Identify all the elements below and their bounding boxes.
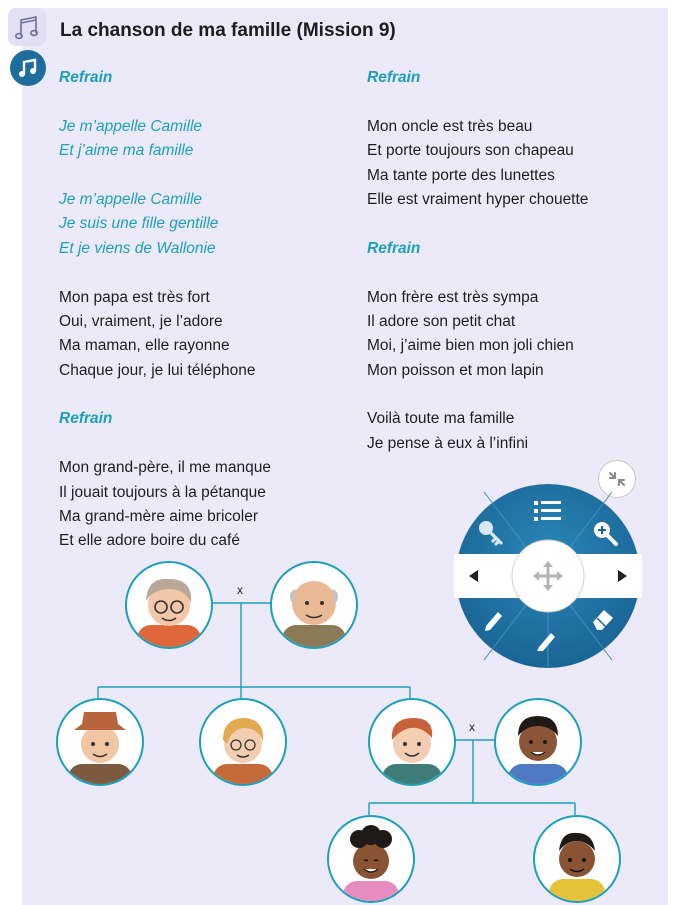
list-button[interactable]	[530, 496, 566, 526]
lyric-line: Il jouait toujours à la pétanque	[59, 483, 266, 501]
highlighter-button[interactable]	[478, 604, 508, 634]
avatar-grandmother	[125, 561, 213, 649]
lyric-line: Je m’appelle Camille	[59, 117, 203, 135]
lyric-line: Et porte toujours son chapeau	[367, 142, 574, 160]
refrain-heading: Refrain	[367, 239, 421, 257]
lyric-line: Ma grand-mère aime bricoler	[59, 508, 258, 526]
pen-button[interactable]	[532, 624, 562, 654]
page-title: La chanson de ma famille (Mission 9)	[60, 20, 396, 41]
pen-icon	[532, 624, 562, 654]
lyric-line: Oui, vraiment, je l’adore	[59, 312, 223, 330]
lyric-line: Mon oncle est très beau	[367, 117, 533, 135]
highlighter-icon	[478, 604, 508, 634]
eraser-icon	[588, 604, 618, 634]
lyric-line: Moi, j’aime bien mon joli chien	[367, 337, 574, 355]
previous-button[interactable]	[462, 564, 486, 588]
refrain-heading: Refrain	[59, 410, 113, 428]
lyric-line: Je pense à eux à l’infini	[367, 434, 529, 452]
lyric-line: Chaque jour, je lui téléphone	[59, 361, 256, 379]
lyric-line: Et elle adore boire du café	[59, 532, 240, 550]
move-icon	[530, 558, 566, 594]
refrain-heading: Refrain	[59, 69, 113, 86]
avatar-camille	[327, 815, 415, 903]
lyric-line: Mon grand-père, il me manque	[59, 459, 271, 477]
lyric-line: Je m’appelle Camille	[59, 190, 203, 208]
zoom-in-icon	[590, 518, 620, 548]
lyric-line: Je suis une fille gentille	[59, 215, 219, 233]
lyric-line: Ma maman, elle rayonne	[59, 337, 230, 355]
lyric-line: Il adore son petit chat	[367, 312, 516, 330]
lyric-line: Et j’aime ma famille	[59, 142, 194, 160]
avatar-father	[494, 698, 582, 786]
next-button[interactable]	[610, 564, 634, 588]
zoom-in-button[interactable]	[590, 518, 620, 548]
avatar-brother	[533, 815, 621, 903]
lyric-line: Et je viens de Wallonie	[59, 239, 216, 257]
previous-arrow-icon	[462, 564, 486, 588]
lyric-line: Voilà toute ma famille	[367, 410, 515, 428]
lyric-line: Mon papa est très fort	[59, 288, 210, 306]
avatar-uncle	[56, 698, 144, 786]
lyric-line: Elle est vraiment hyper chouette	[367, 190, 589, 208]
eraser-button[interactable]	[588, 604, 618, 634]
avatar-grandfather	[270, 561, 358, 649]
avatar-mother	[368, 698, 456, 786]
refrain-heading: Refrain	[367, 69, 421, 86]
marriage-mark-grandparents: x	[237, 583, 243, 597]
key-button[interactable]	[476, 518, 506, 548]
move-handle[interactable]	[530, 558, 566, 594]
lyric-line: Ma tante porte des lunettes	[367, 166, 555, 184]
lyric-line: Mon frère est très sympa	[367, 288, 539, 306]
marriage-mark-parents: x	[469, 720, 475, 734]
next-arrow-icon	[610, 564, 634, 588]
list-icon	[530, 496, 566, 526]
key-icon	[476, 518, 506, 548]
lyric-line: Mon poisson et mon lapin	[367, 361, 544, 379]
avatar-aunt	[199, 698, 287, 786]
radial-tool-menu	[454, 482, 642, 670]
